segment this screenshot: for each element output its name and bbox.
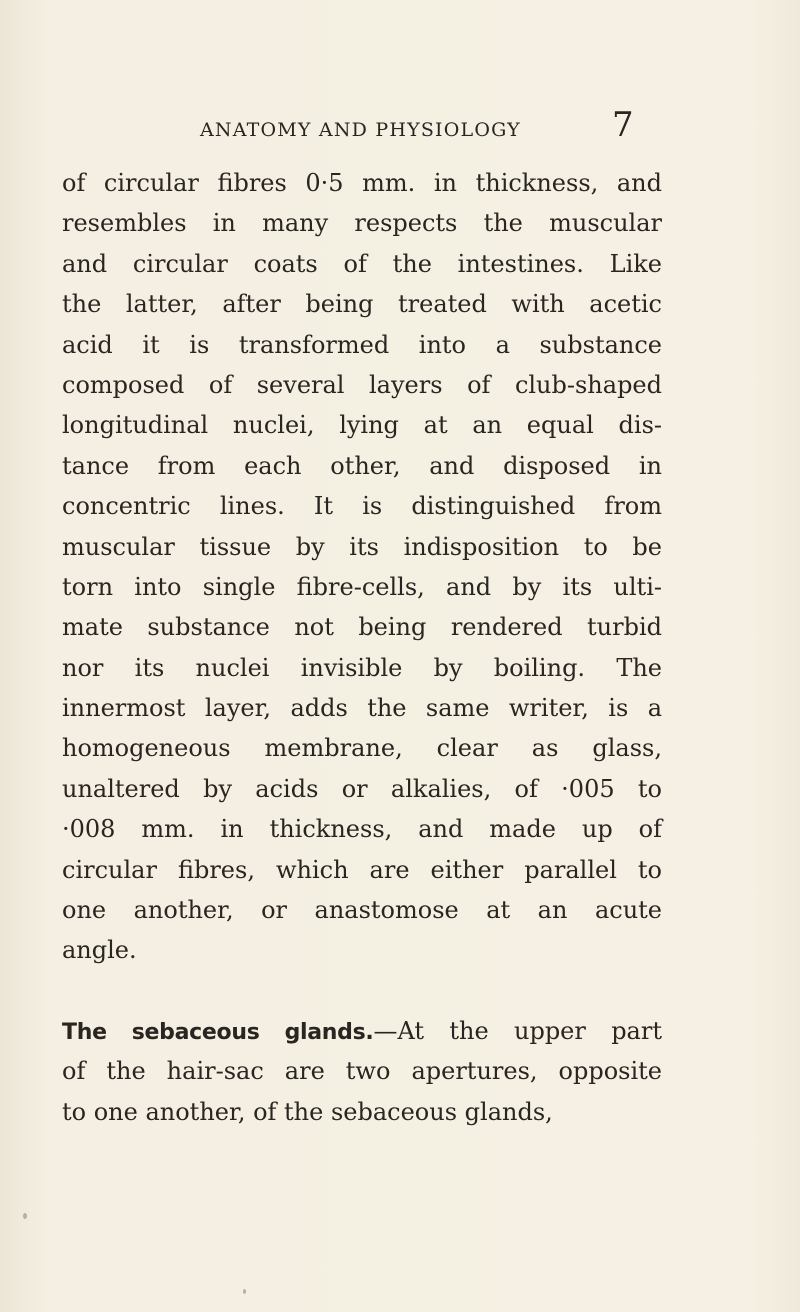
text-line: and circular coats of the intestines. Like [62,249,662,278]
text-line: ·008 mm. in thickness, and made up of [62,815,662,844]
section-sebaceous-glands [62,1011,662,1132]
text-line: innermost layer, adds the same writer, is a [62,694,662,723]
page-number: 7 [612,105,634,145]
text-line: resembles in many respects the muscular [62,209,662,238]
text-line: composed of several layers of club-shaped [62,370,662,399]
text-line: longitudinal nuclei, lying at an equal dis- [62,411,662,440]
text-line: of circular fibres 0·5 mm. in thickness, and [62,169,662,197]
section-first-line-text: —At the upper part [373,1017,662,1045]
paper-speck [243,1289,246,1294]
section-heading: The sebaceous glands. [62,1020,374,1045]
page-header [0,105,800,153]
paper-speck [23,1213,27,1219]
text-line-last: to one another, of the sebaceous glands, [62,1097,553,1126]
text-line: concentric lines. It is distinguished from [62,492,662,521]
text-line: acid it is transformed into a substance [62,330,662,359]
text-line: circular fibres, which are either parallel to [62,855,662,884]
text-line: homogeneous membrane, clear as glass, [62,734,662,763]
text-line: of the hair-sac are two apertures, opposite [62,1057,662,1086]
text-line: unaltered by acids or alkalies, of ·005 to [62,774,662,803]
text-line: the latter, after being treated with acetic [62,290,662,319]
text-line-last: angle. [62,936,137,965]
text-line: mate substance not being rendered turbid [62,613,662,642]
text-line: nor its nuclei invisible by boiling. The [62,653,662,682]
section-first-line [62,1011,662,1051]
body-paragraph [62,163,662,971]
text-line: muscular tissue by its indisposition to be [62,532,662,561]
running-head: ANATOMY AND PHYSIOLOGY [200,119,521,141]
text-line: one another, or anastomose at an acute [62,896,662,925]
text-line: tance from each other, and disposed in [62,451,662,480]
text-line: torn into single fibre-cells, and by its ulti- [62,572,662,601]
